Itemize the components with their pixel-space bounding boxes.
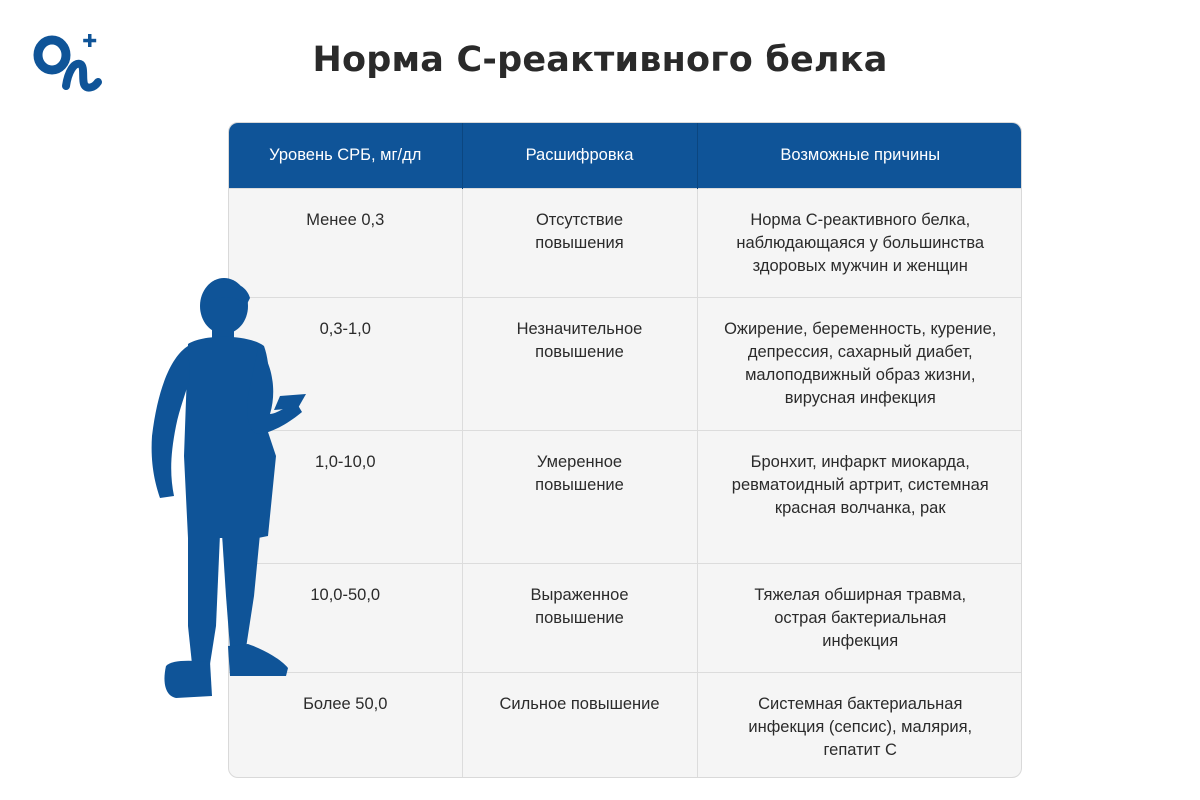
header-causes: Возможные причины: [697, 123, 1022, 189]
cell-level: 10,0-50,0: [229, 564, 462, 673]
cell-causes: Ожирение, беременность, курение, депрессия, сахарный диабет, малоподвижный образ жизни, вирусная инфекция: [697, 298, 1022, 431]
cell-interpretation: Сильное повышение: [462, 673, 697, 779]
cell-level: Более 50,0: [229, 673, 462, 779]
crp-table: [228, 122, 1022, 778]
table-row: [229, 431, 1022, 564]
cell-causes: Тяжелая обширная травма, острая бактериальная инфекция: [697, 564, 1022, 673]
table-header-row: [229, 123, 1022, 189]
cell-interpretation: Выраженное повышение: [462, 564, 697, 673]
cell-interpretation: Незначительное повышение: [462, 298, 697, 431]
cell-causes: Норма С-реактивного белка, наблюдающаяся у большинства здоровых мужчин и женщин: [697, 189, 1022, 298]
table-row: [229, 673, 1022, 779]
cell-causes: Бронхит, инфаркт миокарда, ревматоидный артрит, системная красная волчанка, рак: [697, 431, 1022, 564]
table-row: [229, 564, 1022, 673]
cell-level: 1,0-10,0: [229, 431, 462, 564]
cell-level: Менее 0,3: [229, 189, 462, 298]
table-row: [229, 298, 1022, 431]
cell-interpretation: Умеренное повышение: [462, 431, 697, 564]
cell-causes: Системная бактериальная инфекция (сепсис), малярия, гепатит С: [697, 673, 1022, 779]
header-level: Уровень СРБ, мг/дл: [229, 123, 462, 189]
cell-interpretation: Отсутствие повышения: [462, 189, 697, 298]
cell-level: 0,3-1,0: [229, 298, 462, 431]
page-title: Норма С-реактивного белка: [312, 40, 888, 80]
header-interpretation: Расшифровка: [462, 123, 697, 189]
doctor-silhouette-icon: [148, 276, 308, 698]
table-row: [229, 189, 1022, 298]
